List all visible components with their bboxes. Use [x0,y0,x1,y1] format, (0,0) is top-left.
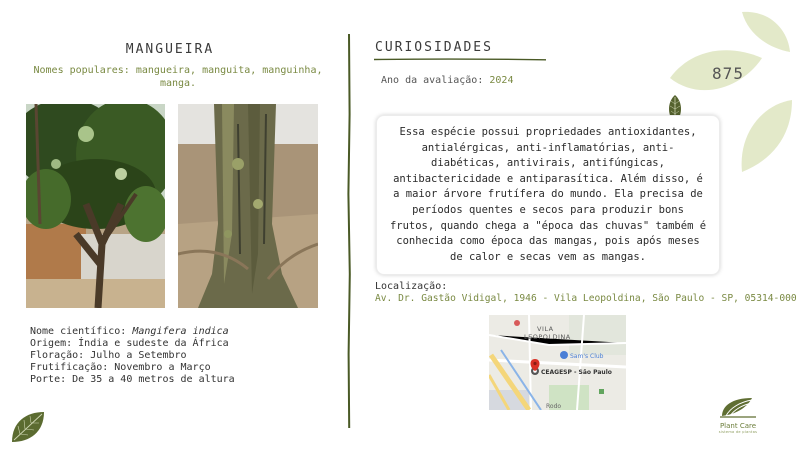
brand-tagline: sistema de plantas [718,430,758,434]
plant-facts [30,326,235,386]
curiosities-title: CURIOSIDADES [375,40,493,55]
brand-name: Plant Care [719,422,757,430]
svg-text:VILA: VILA [537,325,554,333]
title-underline [374,58,546,61]
curiosities-text: Essa espécie possui propriedades antioxidantes, antialérgicas, anti-inflamatórias, anti-diabéticas, antivirais, antifúngicas, antibactericidade e antiparasítica. Além disso, é a maior árvore frutífera do mundo. Ela precisa de períodos quentes e secos para produzir bons frutos, quando chega a "época das chuvas" também é conhecida como época das mangas, pois após meses de calor e secas vem as mangas. [389,126,707,263]
leaf-icon [8,408,48,446]
origin: Origem: Índia e sudeste da África [30,338,229,349]
svg-text:CEAGESP - São Paulo: CEAGESP - São Paulo [541,369,612,376]
curiosities-card [376,115,720,275]
evaluation-year [381,75,513,86]
flowering: Floração: Julho a Setembro [30,350,187,361]
svg-text:Rodo: Rodo [546,403,562,410]
location-map[interactable] [489,315,626,410]
tree-photo-canopy [26,104,165,308]
location-address: Av. Dr. Gastão Vidigal, 1946 - Vila Leopoldina, São Paulo - SP, 05314-000 [375,293,797,304]
svg-text:Sam's Club: Sam's Club [570,353,604,360]
badge-number: 875 [712,64,744,83]
scientific-label: Nome científico: [30,326,127,337]
scientific-name: Mangifera indica [132,326,229,337]
year-value: 2024 [489,75,514,86]
tree-photo-trunk [178,104,318,308]
brand-logo [708,396,768,434]
column-divider [347,34,351,428]
tree-size: Porte: De 35 a 40 metros de altura [30,374,235,385]
year-label: Ano da avaliação: [381,75,484,86]
plant-care-logo-icon [718,396,758,418]
popular-names: Nomes populares: mangueira, manguita, manguinha, manga. [33,65,323,89]
scientific-name-line [30,326,235,338]
plant-name: MANGUEIRA [125,42,215,57]
fruiting: Frutificação: Novembro a Março [30,362,211,373]
svg-text:LEOPOLDINA: LEOPOLDINA [524,333,571,341]
location-label: Localização: [375,281,448,292]
